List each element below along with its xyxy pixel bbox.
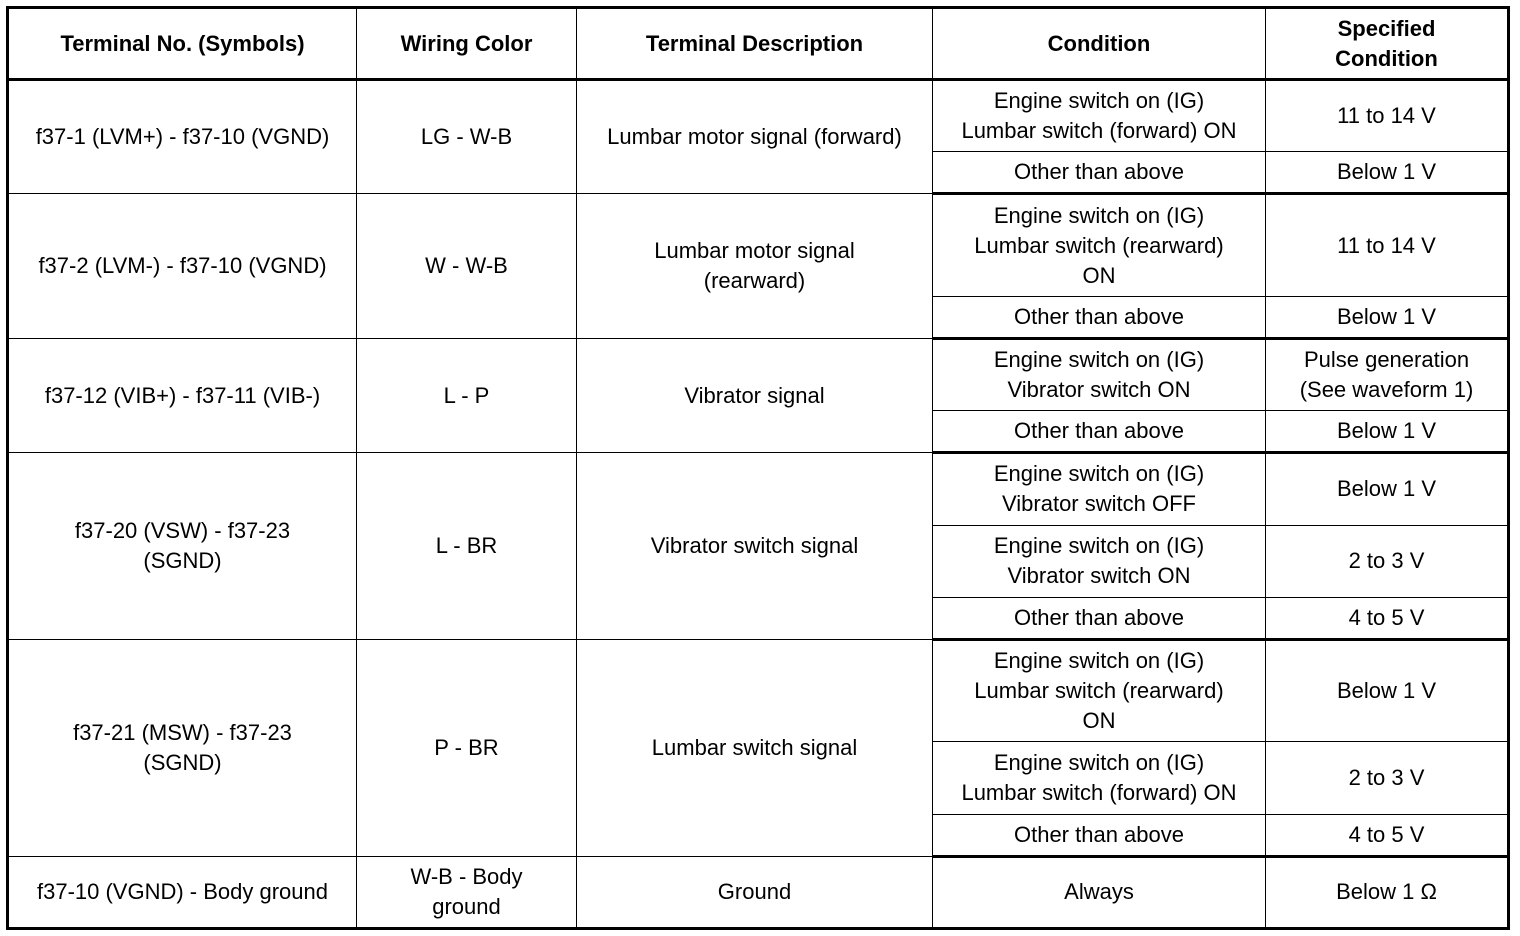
terminal-cell: f37-1 (LVM+) - f37-10 (VGND) (8, 80, 357, 194)
description-cell: Vibrator signal (577, 338, 933, 452)
specified-cell: 4 to 5 V (1266, 597, 1509, 639)
header-row (8, 8, 1509, 80)
specified-cell: 2 to 3 V (1266, 742, 1509, 814)
description-cell: Lumbar motor signal (forward) (577, 80, 933, 194)
condition-cell: Other than above (933, 296, 1266, 338)
terminal-cell: f37-20 (VSW) - f37-23 (SGND) (8, 453, 357, 640)
table-row (8, 453, 1509, 525)
condition-cell: Other than above (933, 411, 1266, 453)
specified-cell: Below 1 V (1266, 453, 1509, 525)
terminal-cell: f37-10 (VGND) - Body ground (8, 856, 357, 928)
header-condition: Condition (933, 8, 1266, 80)
specified-cell: 4 to 5 V (1266, 814, 1509, 856)
table-row (8, 639, 1509, 741)
header-wiring-color: Wiring Color (357, 8, 577, 80)
condition-cell: Engine switch on (IG) Lumbar switch (forward) ON (933, 80, 1266, 152)
terminal-cell: f37-21 (MSW) - f37-23 (SGND) (8, 639, 357, 856)
specified-cell: 11 to 14 V (1266, 194, 1509, 296)
header-specified-condition: Specified Condition (1266, 8, 1509, 80)
wiring-color-cell: P - BR (357, 639, 577, 856)
terminal-spec-sheet (6, 6, 1507, 930)
condition-cell: Other than above (933, 152, 1266, 194)
table-row (8, 856, 1509, 928)
description-cell: Lumbar switch signal (577, 639, 933, 856)
specified-cell: Below 1 V (1266, 639, 1509, 741)
condition-cell: Engine switch on (IG) Vibrator switch ON (933, 338, 1266, 410)
description-cell: Vibrator switch signal (577, 453, 933, 640)
table-row (8, 80, 1509, 152)
wiring-color-cell: L - P (357, 338, 577, 452)
condition-cell: Always (933, 856, 1266, 928)
specified-cell: Below 1 V (1266, 411, 1509, 453)
specified-cell: 11 to 14 V (1266, 80, 1509, 152)
wiring-color-cell: W - W-B (357, 194, 577, 339)
description-cell: Lumbar motor signal (rearward) (577, 194, 933, 339)
wiring-color-cell: LG - W-B (357, 80, 577, 194)
wiring-color-cell: L - BR (357, 453, 577, 640)
condition-cell: Other than above (933, 597, 1266, 639)
description-cell: Ground (577, 856, 933, 928)
specified-cell: Below 1 V (1266, 296, 1509, 338)
terminal-spec-table (6, 6, 1510, 930)
condition-cell: Other than above (933, 814, 1266, 856)
header-terminal: Terminal No. (Symbols) (8, 8, 357, 80)
condition-cell: Engine switch on (IG) Lumbar switch (rearward) ON (933, 639, 1266, 741)
condition-cell: Engine switch on (IG) Vibrator switch ON (933, 525, 1266, 597)
terminal-cell: f37-2 (LVM-) - f37-10 (VGND) (8, 194, 357, 339)
condition-cell: Engine switch on (IG) Vibrator switch OFF (933, 453, 1266, 525)
specified-cell: Pulse generation (See waveform 1) (1266, 338, 1509, 410)
specified-cell: Below 1 Ω (1266, 856, 1509, 928)
terminal-cell: f37-12 (VIB+) - f37-11 (VIB-) (8, 338, 357, 452)
specified-cell: Below 1 V (1266, 152, 1509, 194)
wiring-color-cell: W-B - Body ground (357, 856, 577, 928)
specified-cell: 2 to 3 V (1266, 525, 1509, 597)
condition-cell: Engine switch on (IG) Lumbar switch (forward) ON (933, 742, 1266, 814)
condition-cell: Engine switch on (IG) Lumbar switch (rearward) ON (933, 194, 1266, 296)
table-row (8, 194, 1509, 296)
header-terminal-description: Terminal Description (577, 8, 933, 80)
table-row (8, 338, 1509, 410)
